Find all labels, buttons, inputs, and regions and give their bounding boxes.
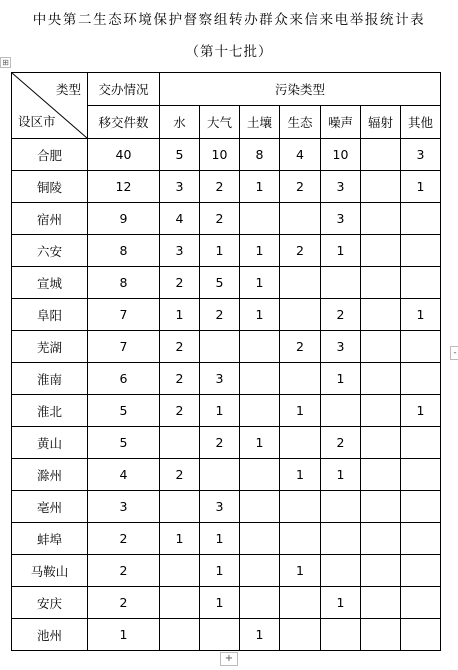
add-row-icon[interactable]: +	[220, 652, 238, 666]
table-row	[12, 139, 441, 171]
soil-cell[interactable]	[240, 555, 280, 587]
noise-cell[interactable]	[321, 523, 361, 555]
city-cell[interactable]: 池州	[12, 619, 88, 651]
col-other-header[interactable]: 其他	[401, 106, 441, 139]
handover-count-header[interactable]: 移交件数	[88, 106, 160, 139]
table-row	[12, 491, 441, 523]
city-cell[interactable]: 黄山	[12, 427, 88, 459]
air-cell[interactable]: 2	[200, 427, 240, 459]
table-row	[12, 203, 441, 235]
soil-cell[interactable]	[240, 587, 280, 619]
header-row-1	[12, 73, 441, 106]
col-radiation-header[interactable]: 辐射	[361, 106, 401, 139]
noise-cell[interactable]: 1	[321, 587, 361, 619]
city-cell[interactable]: 铜陵	[12, 171, 88, 203]
city-cell[interactable]: 马鞍山	[12, 555, 88, 587]
radiation-cell[interactable]	[361, 555, 401, 587]
noise-cell[interactable]	[321, 619, 361, 651]
eco-cell[interactable]	[280, 587, 321, 619]
other-cell[interactable]: 1	[401, 395, 441, 427]
radiation-cell[interactable]	[361, 331, 401, 363]
water-cell[interactable]: 2	[160, 267, 200, 299]
water-cell[interactable]: 5	[160, 139, 200, 171]
category-label: 类型	[55, 82, 81, 97]
radiation-cell[interactable]	[361, 139, 401, 171]
eco-cell[interactable]	[280, 427, 321, 459]
eco-cell[interactable]	[280, 203, 321, 235]
noise-cell[interactable]: 2	[321, 299, 361, 331]
noise-cell[interactable]	[321, 555, 361, 587]
city-cell[interactable]: 宿州	[12, 203, 88, 235]
radiation-cell[interactable]	[361, 395, 401, 427]
city-cell[interactable]: 亳州	[12, 491, 88, 523]
air-cell[interactable]: 2	[200, 171, 240, 203]
water-cell[interactable]	[160, 619, 200, 651]
soil-cell[interactable]	[240, 459, 280, 491]
soil-cell[interactable]: 1	[240, 427, 280, 459]
city-cell[interactable]: 安庆	[12, 587, 88, 619]
water-cell[interactable]	[160, 491, 200, 523]
air-cell[interactable]	[200, 331, 240, 363]
eco-cell[interactable]: 2	[280, 331, 321, 363]
air-cell[interactable]: 1	[200, 523, 240, 555]
other-cell[interactable]: 3	[401, 139, 441, 171]
table-row	[12, 555, 441, 587]
col-eco-header[interactable]: 生态	[280, 106, 321, 139]
soil-cell[interactable]: 1	[240, 267, 280, 299]
document-subtitle: （第十七批）	[185, 44, 273, 60]
count-cell[interactable]: 8	[88, 267, 160, 299]
air-cell[interactable]: 2	[200, 203, 240, 235]
city-cell[interactable]: 六安	[12, 235, 88, 267]
other-cell[interactable]	[401, 203, 441, 235]
handover-header[interactable]: 交办情况	[88, 73, 160, 106]
air-cell[interactable]: 1	[200, 555, 240, 587]
radiation-cell[interactable]	[361, 587, 401, 619]
other-cell[interactable]	[401, 459, 441, 491]
other-cell[interactable]	[401, 331, 441, 363]
city-cell[interactable]: 宣城	[12, 267, 88, 299]
air-cell[interactable]: 1	[200, 587, 240, 619]
noise-cell[interactable]: 1	[321, 363, 361, 395]
noise-cell[interactable]: 2	[321, 427, 361, 459]
col-air-header[interactable]: 大气	[200, 106, 240, 139]
air-cell[interactable]: 3	[200, 491, 240, 523]
radiation-cell[interactable]	[361, 459, 401, 491]
noise-cell[interactable]	[321, 267, 361, 299]
count-cell[interactable]: 9	[88, 203, 160, 235]
city-cell[interactable]: 阜阳	[12, 299, 88, 331]
table-row	[12, 235, 441, 267]
other-cell[interactable]	[401, 555, 441, 587]
table-row	[12, 267, 441, 299]
soil-cell[interactable]	[240, 523, 280, 555]
district-label: 设区市	[18, 114, 56, 129]
count-cell[interactable]: 8	[88, 235, 160, 267]
water-cell[interactable]: 3	[160, 171, 200, 203]
count-cell[interactable]: 2	[88, 523, 160, 555]
eco-cell[interactable]	[280, 523, 321, 555]
noise-cell[interactable]: 3	[321, 203, 361, 235]
city-cell[interactable]: 合肥	[12, 139, 88, 171]
city-cell[interactable]: 淮北	[12, 395, 88, 427]
table-row	[12, 363, 441, 395]
table-row	[12, 619, 441, 651]
soil-cell[interactable]: 1	[240, 619, 280, 651]
other-cell[interactable]	[401, 235, 441, 267]
count-cell[interactable]: 2	[88, 587, 160, 619]
water-cell[interactable]	[160, 427, 200, 459]
table-row	[12, 299, 441, 331]
other-cell[interactable]: 1	[401, 299, 441, 331]
noise-cell[interactable]: 3	[321, 331, 361, 363]
table-row	[12, 427, 441, 459]
count-cell[interactable]: 5	[88, 395, 160, 427]
soil-cell[interactable]	[240, 363, 280, 395]
eco-cell[interactable]: 1	[280, 555, 321, 587]
diagonal-header-cell[interactable]	[12, 73, 88, 139]
radiation-cell[interactable]	[361, 491, 401, 523]
water-cell[interactable]: 2	[160, 363, 200, 395]
air-cell[interactable]: 2	[200, 299, 240, 331]
eco-cell[interactable]: 4	[280, 139, 321, 171]
city-cell[interactable]: 蚌埠	[12, 523, 88, 555]
water-cell[interactable]: 2	[160, 331, 200, 363]
table-row	[12, 587, 441, 619]
air-cell[interactable]: 10	[200, 139, 240, 171]
noise-cell[interactable]: 1	[321, 235, 361, 267]
eco-cell[interactable]: 2	[280, 235, 321, 267]
pollution-type-header[interactable]: 污染类型	[160, 73, 441, 106]
other-cell[interactable]	[401, 523, 441, 555]
count-cell[interactable]: 3	[88, 491, 160, 523]
eco-cell[interactable]	[280, 299, 321, 331]
city-cell[interactable]: 芜湖	[12, 331, 88, 363]
count-cell[interactable]: 7	[88, 331, 160, 363]
col-noise-header[interactable]: 噪声	[321, 106, 361, 139]
soil-cell[interactable]	[240, 331, 280, 363]
other-cell[interactable]	[401, 619, 441, 651]
count-cell[interactable]: 5	[88, 427, 160, 459]
count-cell[interactable]: 40	[88, 139, 160, 171]
water-cell[interactable]: 2	[160, 395, 200, 427]
document-title: 中央第二生态环境保护督察组转办群众来信来电举报统计表	[32, 12, 426, 28]
air-cell[interactable]: 1	[200, 395, 240, 427]
soil-cell[interactable]	[240, 491, 280, 523]
water-cell[interactable]: 4	[160, 203, 200, 235]
noise-cell[interactable]: 3	[321, 171, 361, 203]
radiation-cell[interactable]	[361, 203, 401, 235]
table-row	[12, 523, 441, 555]
count-cell[interactable]: 7	[88, 299, 160, 331]
water-cell[interactable]: 2	[160, 459, 200, 491]
air-cell[interactable]: 3	[200, 363, 240, 395]
side-resize-icon[interactable]: -	[450, 346, 458, 360]
table-body	[12, 139, 441, 651]
count-cell[interactable]: 2	[88, 555, 160, 587]
water-cell[interactable]: 3	[160, 235, 200, 267]
soil-cell[interactable]: 8	[240, 139, 280, 171]
water-cell[interactable]: 1	[160, 299, 200, 331]
soil-cell[interactable]	[240, 203, 280, 235]
table-row	[12, 171, 441, 203]
eco-cell[interactable]	[280, 491, 321, 523]
noise-cell[interactable]	[321, 491, 361, 523]
noise-cell[interactable]	[321, 395, 361, 427]
eco-cell[interactable]: 1	[280, 395, 321, 427]
air-cell[interactable]: 1	[200, 235, 240, 267]
water-cell[interactable]	[160, 555, 200, 587]
radiation-cell[interactable]	[361, 171, 401, 203]
eco-cell[interactable]	[280, 619, 321, 651]
air-cell[interactable]	[200, 459, 240, 491]
other-cell[interactable]	[401, 587, 441, 619]
col-soil-header[interactable]: 土壤	[240, 106, 280, 139]
col-water-header[interactable]: 水	[160, 106, 200, 139]
table-row	[12, 459, 441, 491]
other-cell[interactable]	[401, 267, 441, 299]
other-cell[interactable]: 1	[401, 171, 441, 203]
radiation-cell[interactable]	[361, 619, 401, 651]
air-cell[interactable]	[200, 619, 240, 651]
count-cell[interactable]: 1	[88, 619, 160, 651]
noise-cell[interactable]: 10	[321, 139, 361, 171]
other-cell[interactable]	[401, 427, 441, 459]
noise-cell[interactable]: 1	[321, 459, 361, 491]
count-cell[interactable]: 12	[88, 171, 160, 203]
radiation-cell[interactable]	[361, 235, 401, 267]
radiation-cell[interactable]	[361, 267, 401, 299]
radiation-cell[interactable]	[361, 363, 401, 395]
count-cell[interactable]: 6	[88, 363, 160, 395]
statistics-table	[11, 72, 441, 651]
other-cell[interactable]	[401, 491, 441, 523]
eco-cell[interactable]: 2	[280, 171, 321, 203]
soil-cell[interactable]: 1	[240, 171, 280, 203]
soil-cell[interactable]	[240, 395, 280, 427]
soil-cell[interactable]: 1	[240, 235, 280, 267]
count-cell[interactable]: 4	[88, 459, 160, 491]
radiation-cell[interactable]	[361, 427, 401, 459]
air-cell[interactable]: 5	[200, 267, 240, 299]
radiation-cell[interactable]	[361, 523, 401, 555]
water-cell[interactable]	[160, 587, 200, 619]
other-cell[interactable]	[401, 363, 441, 395]
table-move-handle-icon[interactable]: ⊞	[0, 57, 11, 68]
water-cell[interactable]: 1	[160, 523, 200, 555]
eco-cell[interactable]	[280, 363, 321, 395]
table-row	[12, 331, 441, 363]
eco-cell[interactable]	[280, 267, 321, 299]
soil-cell[interactable]: 1	[240, 299, 280, 331]
eco-cell[interactable]: 1	[280, 459, 321, 491]
radiation-cell[interactable]	[361, 299, 401, 331]
city-cell[interactable]: 滁州	[12, 459, 88, 491]
city-cell[interactable]: 淮南	[12, 363, 88, 395]
table-row	[12, 395, 441, 427]
